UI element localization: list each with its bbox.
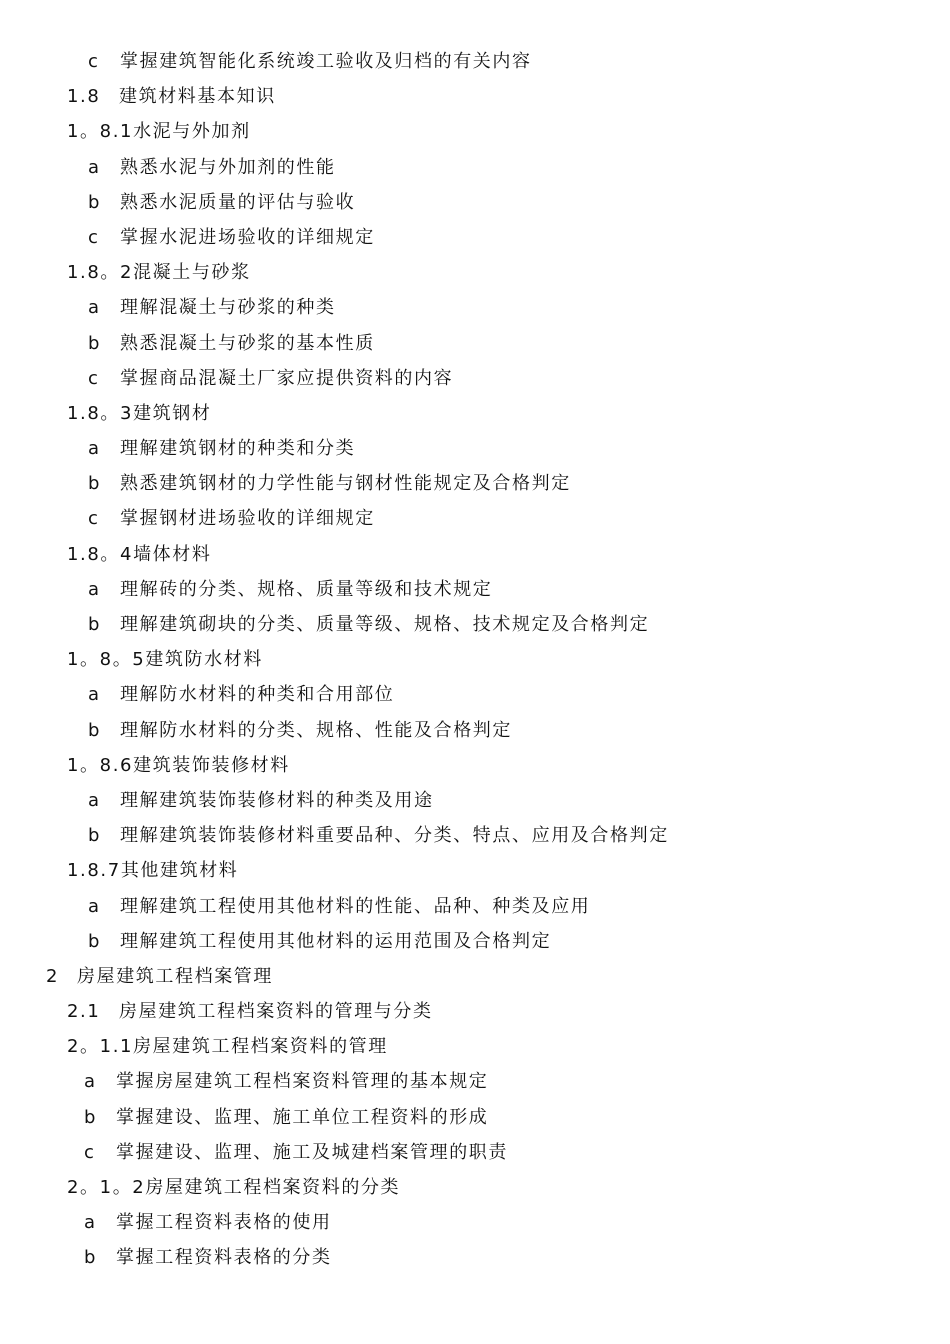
item-text: 熟悉水泥与外加剂的性能 (120, 156, 336, 178)
subsection-heading (0, 642, 950, 677)
item-marker: 1.8 (67, 86, 101, 108)
item-marker: c (88, 51, 100, 72)
list-item (0, 326, 950, 361)
list-item (0, 466, 950, 501)
item-text: 建筑材料基本知识 (119, 86, 276, 108)
item-marker: a (88, 156, 101, 178)
list-item (0, 924, 950, 959)
item-marker: a (88, 438, 101, 460)
subsection-heading (0, 79, 950, 114)
item-text: 理解混凝土与砂浆的种类 (120, 297, 336, 319)
item-text: 混凝土与砂浆 (133, 262, 251, 284)
item-marker: b (84, 1106, 98, 1128)
list-item (0, 1135, 950, 1170)
list-item (0, 818, 950, 853)
item-text: 理解建筑砌块的分类、质量等级、规格、技术规定及合格判定 (120, 614, 650, 635)
list-item (0, 783, 950, 818)
item-marker: b (88, 614, 102, 635)
item-marker: b (88, 191, 102, 213)
list-item (0, 150, 950, 185)
subsection-heading (0, 537, 950, 572)
item-marker: b (88, 473, 102, 495)
item-text: 墙体材料 (133, 543, 212, 565)
subsection-heading (0, 1029, 950, 1064)
item-marker: b (88, 825, 102, 847)
item-marker: 1。8。5 (67, 649, 146, 671)
item-text: 理解防水材料的分类、规格、性能及合格判定 (120, 719, 512, 741)
document-body (0, 44, 950, 1276)
item-marker: a (84, 1071, 97, 1093)
item-text: 理解建筑工程使用其他材料的运用范围及合格判定 (120, 930, 552, 952)
list-item (0, 677, 950, 712)
item-text: 熟悉混凝土与砂浆的基本性质 (120, 332, 375, 354)
item-marker: a (88, 297, 101, 319)
item-text: 房屋建筑工程档案资料的分类 (145, 1177, 401, 1198)
item-text: 掌握工程资料表格的分类 (116, 1247, 332, 1269)
list-item (0, 361, 950, 396)
item-text: 掌握钢材进场验收的详细规定 (120, 508, 375, 530)
item-marker: c (88, 508, 100, 530)
subsection-heading (0, 853, 950, 888)
item-marker: 2。1。2 (67, 1177, 146, 1198)
list-item (0, 1240, 950, 1275)
item-text: 理解建筑钢材的种类和分类 (120, 438, 356, 460)
item-marker: b (84, 1247, 98, 1269)
item-text: 熟悉建筑钢材的力学性能与钢材性能规定及合格判定 (120, 473, 571, 495)
item-marker: 1.8.7 (67, 860, 121, 882)
item-text: 理解砖的分类、规格、质量等级和技术规定 (120, 578, 493, 600)
item-marker: 1.8。4 (67, 543, 134, 565)
item-text: 建筑装饰装修材料 (133, 754, 290, 776)
item-marker: b (88, 719, 102, 741)
list-item (0, 572, 950, 607)
item-marker: a (88, 684, 101, 706)
item-marker: c (88, 226, 100, 248)
item-text: 理解建筑工程使用其他材料的性能、品种、种类及应用 (120, 895, 591, 917)
item-marker: a (88, 895, 101, 917)
section-heading (0, 959, 950, 994)
list-item (0, 220, 950, 255)
list-item (0, 185, 950, 220)
item-text: 房屋建筑工程档案资料的管理与分类 (119, 1001, 433, 1023)
list-item (0, 290, 950, 325)
item-marker: 1.8。3 (67, 402, 134, 424)
item-marker: c (84, 1141, 96, 1163)
item-text: 理解建筑装饰装修材料重要品种、分类、特点、应用及合格判定 (120, 825, 669, 847)
item-marker: a (88, 578, 101, 600)
item-text: 掌握房屋建筑工程档案资料管理的基本规定 (116, 1071, 489, 1093)
subsection-heading (0, 114, 950, 149)
item-text: 房屋建筑工程档案管理 (77, 965, 273, 987)
item-marker: a (84, 1212, 97, 1234)
item-marker: 2.1 (67, 1001, 101, 1023)
item-marker: b (88, 930, 102, 952)
list-item (0, 1205, 950, 1240)
list-item (0, 44, 950, 79)
subsection-heading (0, 994, 950, 1029)
item-text: 房屋建筑工程档案资料的管理 (133, 1036, 388, 1058)
item-text: 水泥与外加剂 (133, 121, 251, 143)
item-marker: 1。8.1 (67, 121, 134, 143)
item-text: 掌握商品混凝土厂家应提供资料的内容 (120, 367, 454, 389)
item-marker: b (88, 332, 102, 354)
item-text: 掌握建筑智能化系统竣工验收及归档的有关内容 (120, 51, 532, 72)
subsection-heading (0, 1170, 950, 1205)
list-item (0, 889, 950, 924)
item-text: 其他建筑材料 (120, 860, 239, 882)
list-item (0, 607, 950, 642)
subsection-heading (0, 396, 950, 431)
item-marker: 2。1.1 (67, 1036, 134, 1058)
list-item (0, 431, 950, 466)
item-text: 掌握建设、监理、施工单位工程资料的形成 (116, 1106, 489, 1128)
item-text: 理解建筑装饰装修材料的种类及用途 (120, 789, 434, 811)
item-text: 建筑防水材料 (145, 649, 263, 671)
item-text: 掌握建设、监理、施工及城建档案管理的职责 (116, 1141, 508, 1163)
item-text: 掌握水泥进场验收的详细规定 (120, 226, 375, 248)
list-item (0, 1064, 950, 1099)
item-marker: c (88, 367, 100, 389)
item-marker: 1。8.6 (67, 754, 134, 776)
item-text: 熟悉水泥质量的评估与验收 (120, 191, 356, 213)
list-item (0, 1100, 950, 1135)
subsection-heading (0, 748, 950, 783)
item-text: 掌握工程资料表格的使用 (116, 1212, 332, 1234)
item-marker: 1.8。2 (67, 262, 134, 284)
item-text: 理解防水材料的种类和合用部位 (120, 684, 395, 706)
item-text: 建筑钢材 (133, 402, 212, 424)
subsection-heading (0, 255, 950, 290)
item-marker: a (88, 789, 101, 811)
list-item (0, 501, 950, 536)
list-item (0, 713, 950, 748)
item-marker: 2 (46, 965, 60, 987)
